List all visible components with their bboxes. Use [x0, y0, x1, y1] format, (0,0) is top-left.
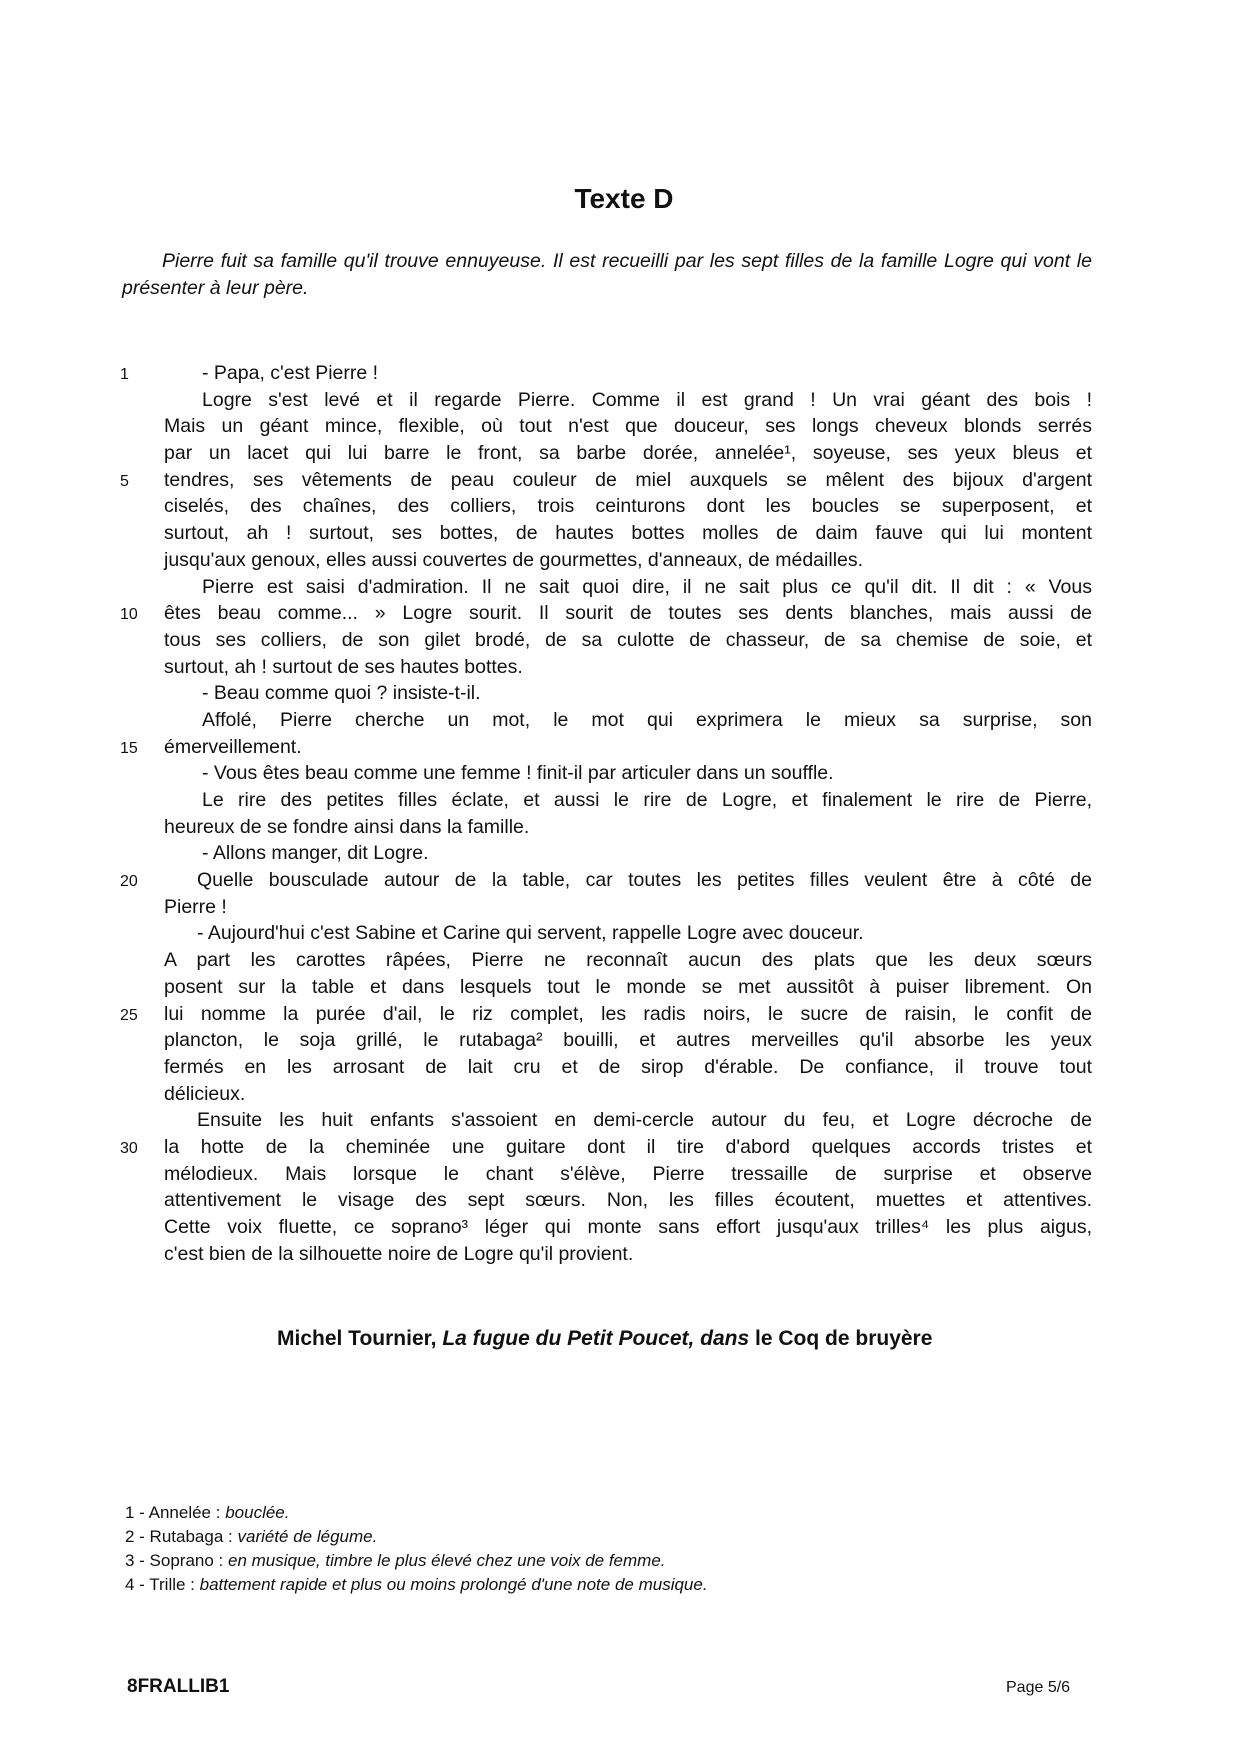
text-line [0, 493, 1248, 520]
footnote-definition: en musique, timbre le plus élevé chez une voix de femme. [228, 1551, 666, 1570]
text-line [0, 1241, 1248, 1268]
line-number: 30 [120, 1139, 138, 1157]
text-line [0, 920, 1248, 947]
line-text: Ensuite les huit enfants s'assoient en demi-cercle autour du feu, et Logre décroche de [197, 1109, 1092, 1132]
text-body [0, 360, 1248, 1267]
footnote [125, 1525, 708, 1549]
line-text: - Aujourd'hui c'est Sabine et Carine qui servent, rappelle Logre avec douceur. [197, 922, 864, 945]
page-number: Page 5/6 [1006, 1679, 1071, 1696]
text-line [0, 1214, 1248, 1241]
line-text: Mais un géant mince, flexible, où tout n'est que douceur, ses longs cheveux blonds serrés [164, 415, 1092, 438]
line-number: 15 [120, 739, 138, 757]
line-text: Logre s'est levé et il regarde Pierre. Comme il est grand ! Un vrai géant des bois ! [202, 388, 1092, 411]
line-number: 5 [120, 472, 129, 490]
line-text: lui nomme la purée d'ail, le riz complet, les radis noirs, le sucre de raisin, le confit de [164, 1002, 1092, 1025]
line-text: - Allons manger, dit Logre. [202, 842, 429, 865]
text-line [0, 1134, 1248, 1161]
line-text: Quelle bousculade autour de la table, car toutes les petites filles veulent être à côté de [197, 869, 1092, 892]
line-text: Affolé, Pierre cherche un mot, le mot qui exprimera le mieux sa surprise, son [202, 708, 1092, 731]
text-line [0, 360, 1248, 387]
line-text: heureux de se fondre ainsi dans la famille. [164, 815, 530, 838]
text-line [0, 627, 1248, 654]
text-line [0, 413, 1248, 440]
line-text: Cette voix fluette, ce soprano³ léger qui monte sans effort jusqu'aux trilles⁴ les plus aigus, [164, 1216, 1092, 1238]
text-line [0, 1001, 1248, 1028]
text-line [0, 440, 1248, 467]
footnote-label: 4 - Trille : [125, 1575, 195, 1594]
text-line [0, 547, 1248, 574]
line-text: par un lacet qui lui barre le front, sa barbe dorée, annelée¹, soyeuse, ses yeux bleus et [164, 442, 1092, 465]
line-text: surtout, ah ! surtout, ses bottes, de hautes bottes molles de daim fauve qui lui montent [164, 522, 1092, 545]
text-line [0, 520, 1248, 547]
line-text: Le rire des petites filles éclate, et aussi le rire de Logre, et finalement le rire de Pierre, [202, 789, 1092, 811]
footnote-label: 1 - Annelée : [125, 1503, 221, 1522]
text-line [0, 387, 1248, 414]
line-text: - Papa, c'est Pierre ! [202, 362, 379, 384]
line-text: c'est bien de la silhouette noire de Logre qu'il provient. [164, 1242, 634, 1265]
line-text: la hotte de la cheminée une guitare dont il tire d'abord quelques accords tristes et [164, 1135, 1092, 1158]
text-line [0, 814, 1248, 841]
line-text: fermés en les arrosant de lait cru et de sirop d'érable. De confiance, il trouve tout [164, 1055, 1092, 1078]
footnote-definition: variété de légume. [237, 1527, 378, 1546]
source-author: Michel Tournier, [277, 1327, 437, 1350]
footnote [125, 1549, 708, 1573]
intro-paragraph: Pierre fuit sa famille qu'il trouve ennuyeuse. Il est recueilli par les sept filles de la famille Logre qui vont le présenter à leur père. [122, 250, 1092, 299]
line-number: 10 [120, 606, 138, 624]
line-text: Pierre ! [164, 895, 227, 918]
line-number: 20 [120, 873, 138, 891]
text-line [0, 707, 1248, 734]
footnote-definition: bouclée. [225, 1503, 290, 1522]
footnote [125, 1573, 708, 1597]
text-line [0, 947, 1248, 974]
text-line [0, 1027, 1248, 1054]
footnote-label: 3 - Soprano : [125, 1551, 224, 1570]
line-text: - Beau comme quoi ? insiste-t-il. [202, 682, 481, 705]
line-text: ciselés, des chaînes, des colliers, trois ceinturons dont les boucles se superposent, et [164, 495, 1092, 518]
text-line [0, 760, 1248, 787]
footnote-label: 2 - Rutabaga : [125, 1527, 233, 1546]
source-citation [277, 1327, 932, 1351]
text-line [0, 467, 1248, 494]
footnote-definition: battement rapide et plus ou moins prolongé d'une note de musique. [199, 1575, 708, 1594]
line-text: posent sur la table et dans lesquels tout le monde se met aussitôt à puiser librement. On [164, 975, 1092, 998]
line-text: - Vous êtes beau comme une femme ! finit-il par articuler dans un souffle. [202, 762, 834, 785]
text-line [0, 680, 1248, 707]
text-line [0, 1187, 1248, 1214]
text-line [0, 840, 1248, 867]
line-text: plancton, le soja grillé, le rutabaga² bouilli, et autres merveilles qu'il absorbe les yeux [164, 1029, 1092, 1052]
line-text: A part les carottes râpées, Pierre ne reconnaît aucun des plats que les deux sœurs [164, 949, 1092, 972]
text-line [0, 894, 1248, 921]
page-title: Texte D [574, 183, 674, 214]
text-line [0, 574, 1248, 601]
text-line [0, 654, 1248, 681]
text-line [0, 734, 1248, 761]
line-text: Pierre est saisi d'admiration. Il ne sait quoi dire, il ne sait plus ce qu'il dit. Il dit : « Vous [202, 575, 1092, 598]
line-text: tous ses colliers, de son gilet brodé, de sa culotte de chasseur, de sa chemise de soie, et [164, 628, 1092, 651]
line-text: délicieux. [164, 1082, 246, 1105]
source-dans: dans [700, 1327, 750, 1350]
text-line [0, 1081, 1248, 1108]
line-number: 1 [120, 366, 129, 383]
source-work: La fugue du Petit Poucet, [442, 1327, 695, 1350]
line-text: mélodieux. Mais lorsque le chant s'élève, Pierre tressaille de surprise et observe [164, 1162, 1092, 1185]
text-line [0, 1161, 1248, 1188]
line-text: émerveillement. [164, 735, 302, 758]
text-line [0, 1054, 1248, 1081]
line-text: attentivement le visage des sept sœurs. Non, les filles écoutent, muettes et attentives. [164, 1189, 1092, 1212]
source-collection: le Coq de bruyère [755, 1327, 933, 1350]
footnote [125, 1501, 708, 1525]
text-line [0, 974, 1248, 1001]
line-text: surtout, ah ! surtout de ses hautes bottes. [164, 655, 523, 678]
line-text: jusqu'aux genoux, elles aussi couvertes de gourmettes, d'anneaux, de médailles. [164, 548, 864, 571]
line-text: tendres, ses vêtements de peau couleur de miel auxquels se mêlent des bijoux d'argent [164, 468, 1092, 491]
line-text: êtes beau comme... » Logre sourit. Il sourit de toutes ses dents blanches, mais aussi de [164, 602, 1092, 625]
text-line [0, 787, 1248, 814]
text-line [0, 600, 1248, 627]
footnotes [125, 1501, 708, 1597]
line-number: 25 [120, 1006, 138, 1024]
text-line [0, 867, 1248, 894]
document-code: 8FRALLIB1 [127, 1676, 230, 1697]
text-line [0, 1107, 1248, 1134]
